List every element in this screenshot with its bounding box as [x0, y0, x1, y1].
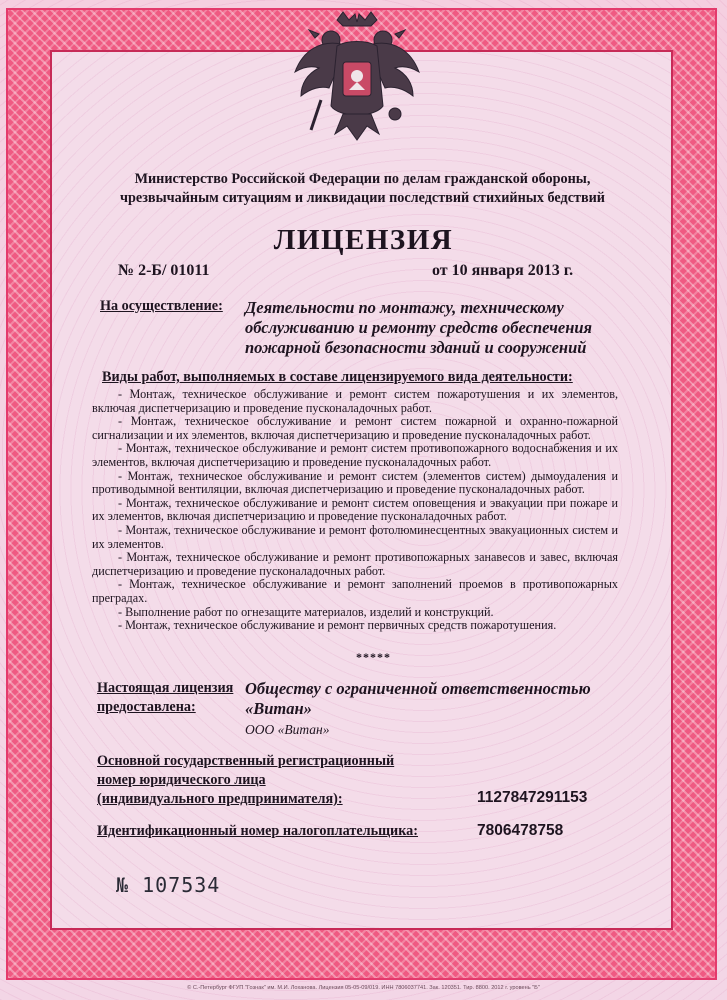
grantee-label-line2: предоставлена: — [97, 699, 196, 715]
ogrn-label-line1: Основной государственный регистрационный — [97, 753, 395, 769]
activity-description: Деятельности по монтажу, техническому обслуживанию и ремонту средств обеспечения пожарной безопасности зданий и сооружений — [245, 298, 593, 357]
work-item: - Монтаж, техническое обслуживание и ремонт систем пожарной и охранно-пожарной сигнализации и их элементов, включая диспетчеризацию и проведение пусконаладочных работ. — [92, 414, 618, 442]
grantee-short-name: ООО «Витан» — [245, 722, 330, 737]
work-item: - Монтаж, техническое обслуживание и ремонт систем (элементов систем) дымоудаления и противодымной вентиляции, включая диспетчеризацию и проведение пусконаладочных работ. — [92, 468, 618, 497]
inn-label: Идентификационный номер налогоплательщика: — [97, 823, 419, 839]
work-item: - Монтаж, техническое обслуживание и ремонт систем оповещения и эвакуации при пожаре и их элементов, включая диспетчеризацию и проведение пусконаладочных работ. — [92, 495, 618, 524]
form-serial-number: № 107534 — [116, 873, 221, 897]
work-item: - Монтаж, техническое обслуживание и ремонт противопожарных занавесов и завес, включая диспетчеризацию и проведение пусконаладочных работ. — [92, 550, 618, 578]
license-number: № 2-Б/ 01011 — [118, 262, 210, 279]
double-headed-eagle-emblem — [291, 10, 423, 150]
license-date: от 10 января 2013 г. — [432, 262, 574, 279]
document-title: ЛИЦЕНЗИЯ — [273, 224, 454, 256]
work-item: - Монтаж, техническое обслуживание и ремонт систем пожаротушения и их элементов, включая диспетчеризацию и проведение пусконаладочных работ. — [92, 387, 618, 415]
inn-value: 7806478758 — [477, 822, 564, 839]
ogrn-label — [97, 752, 394, 809]
works-list — [92, 388, 618, 633]
work-item: - Монтаж, техническое обслуживание и ремонт систем противопожарного водоснабжения и их элементов, включая диспетчеризацию и проведение пусконаладочных работ. — [92, 441, 618, 469]
printer-imprint: © С.-Петербург ФГУП "Гознак" им. М.И. Лоханова. Лицензия 05-05-09/019. ИНН 7806037741. Зак. 120351. Тир. 8800. 2012 г. уровень "Б" — [187, 985, 540, 991]
work-item: - Монтаж, техническое обслуживание и ремонт фотолюминесцентных эвакуационных систем и их элементов. — [92, 522, 618, 551]
ogrn-value: 1127847291153 — [477, 789, 588, 806]
work-item: - Выполнение работ по огнезащите материалов, изделий и конструкций. — [118, 604, 494, 619]
ogrn-label-line3: (индивидуального предпринимателя): — [97, 791, 343, 807]
separator-stars: ***** — [356, 650, 391, 664]
activity-label: На осуществление: — [100, 298, 223, 314]
ogrn-label-line2: номер юридического лица — [97, 772, 266, 788]
work-item: - Монтаж, техническое обслуживание и ремонт заполнений проемов в противопожарных преградах. — [92, 577, 618, 605]
work-item: - Монтаж, техническое обслуживание и ремонт первичных средств пожаротушения. — [118, 618, 557, 633]
grantee-name: Обществу с ограниченной ответственностью «Витан» — [245, 679, 591, 718]
ministry-name: Министерство Российской Федерации по делам гражданской обороны, чрезвычайным ситуациям и ликвидации последствий стихийных бедствий — [120, 171, 605, 206]
grantee-label-line1: Настоящая лицензия — [97, 680, 234, 696]
works-heading: Виды работ, выполняемых в составе лицензируемого вида деятельности: — [102, 369, 573, 385]
